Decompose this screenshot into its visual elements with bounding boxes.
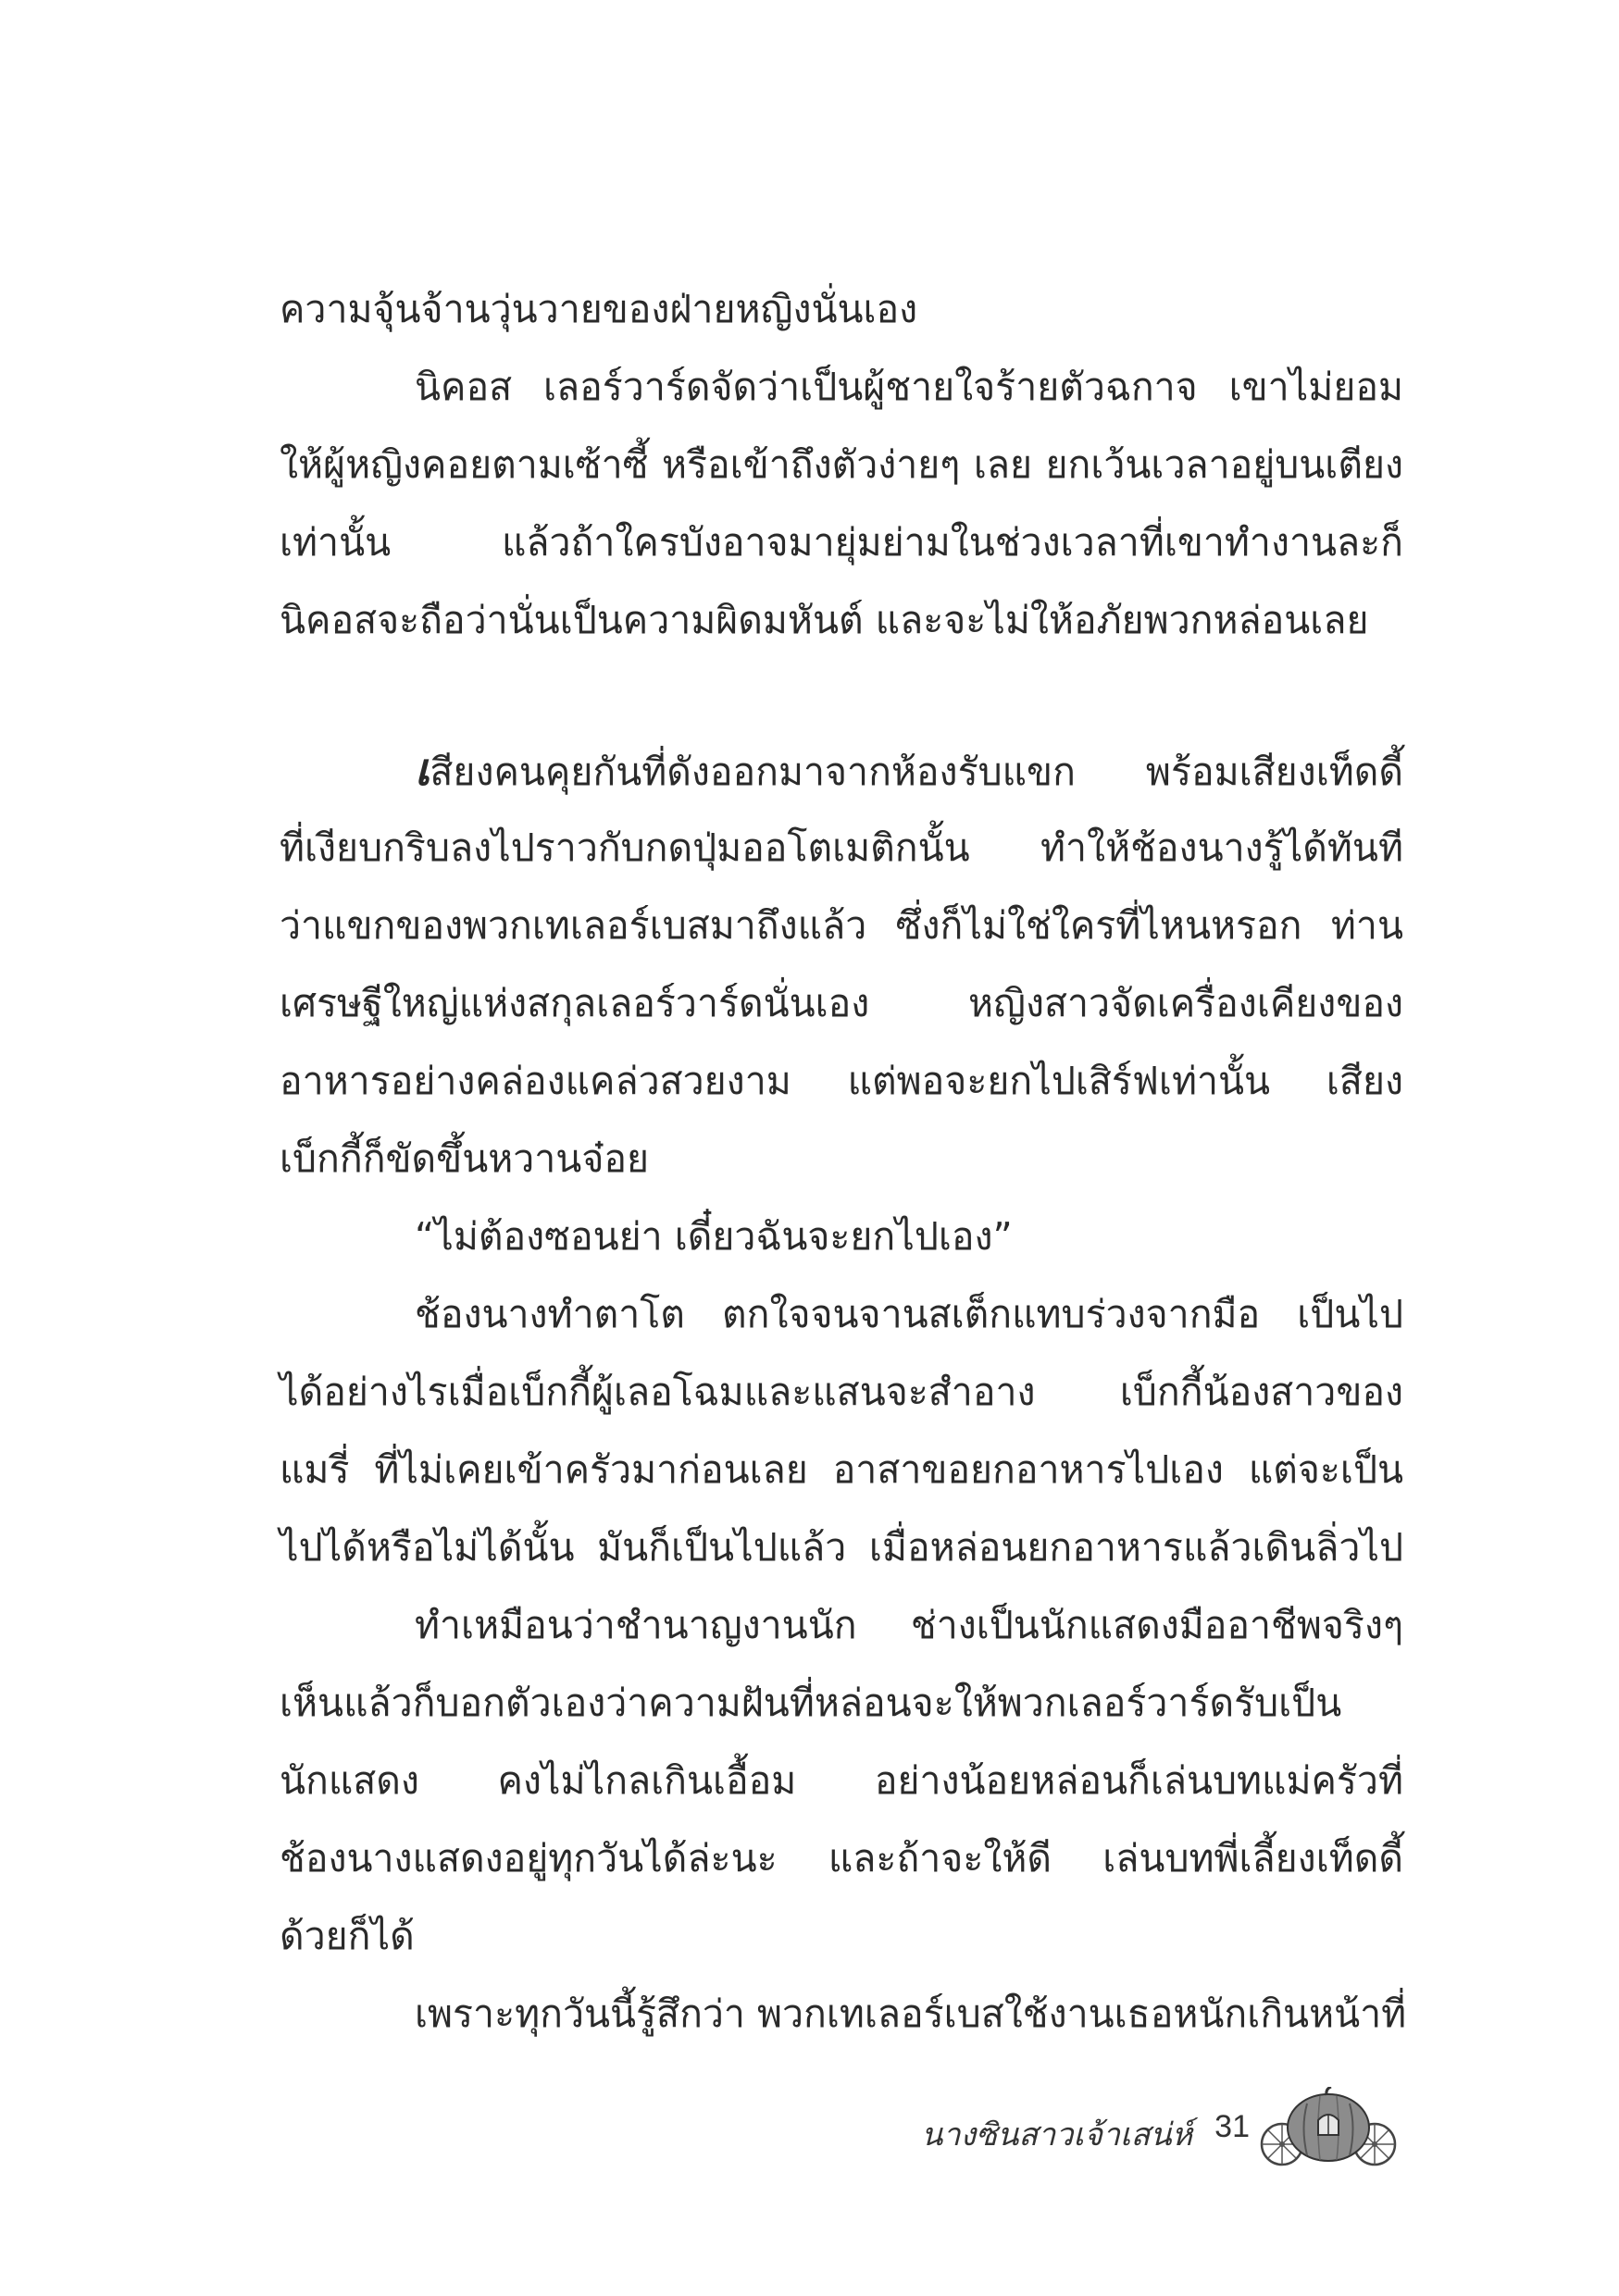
text-line: ทำเหมือนว่าชำนาญงานนัก ช่างเป็นนักแสดงมืออาชีพจริงๆ xyxy=(415,1603,1403,1647)
paragraph-block-2 xyxy=(280,731,1407,2053)
text-line-dropcap xyxy=(280,731,1403,809)
first-line-text: สียงคนคุยกันที่ดังออกมาจากห้องรับแขก พร้อมเสียงเท็ดดี้ xyxy=(430,750,1403,794)
text-line: นักแสดง คงไม่ไกลเกินเอื้อม อย่างน้อยหล่อนก็เล่นบทแม่ครัวที่ xyxy=(280,1758,1403,1803)
text-line: นิคอส เลอร์วาร์ดจัดว่าเป็นผู้ชายใจร้ายตัวฉกาจ เขาไม่ยอม xyxy=(415,365,1403,409)
text-line: ว่าแขกของพวกเทเลอร์เบสมาถึงแล้ว ซึ่งก็ไม่ใช่ใครที่ไหนหรอก ท่าน xyxy=(280,903,1403,948)
text-line: อาหารอย่างคล่องแคล่วสวยงาม แต่พอจะยกไปเสิร์ฟเท่านั้น เสียง xyxy=(280,1059,1403,1103)
text-line: เศรษฐีใหญ่แห่งสกุลเลอร์วาร์ดนั่นเอง หญิงสาวจัดเครื่องเคียงของ xyxy=(280,981,1403,1025)
text-line: ด้วยก็ได้ xyxy=(280,1914,415,1958)
text-line: เบ็กกี้ก็ขัดขึ้นหวานจ๋อย xyxy=(280,1136,649,1181)
text-line: ช้องนางทำตาโต ตกใจจนจานสเต็กแทบร่วงจากมือ เป็นไป xyxy=(415,1292,1403,1336)
drop-cap: เ xyxy=(415,744,430,796)
text-line: ความจุ้นจ้านวุ่นวายของฝ่ายหญิงนั่นเอง xyxy=(280,287,918,331)
page-number: 31 xyxy=(1214,2109,1250,2144)
text-line: ไปได้หรือไม่ได้นั้น มันก็เป็นไปแล้ว เมื่อหล่อนยกอาหารแล้วเดินลิ่วไป xyxy=(280,1525,1403,1570)
pumpkin-carriage-icon xyxy=(1259,2087,1398,2170)
text-line: ที่เงียบกริบลงไปราวกับกดปุ่มออโตเมติกนั้น ทำให้ช้องนางรู้ได้ทันที xyxy=(280,825,1403,870)
text-line: ช้องนางแสดงอยู่ทุกวันได้ล่ะนะ และถ้าจะให้ดี เล่นบทพี่เลี้ยงเท็ดดี้ xyxy=(280,1836,1403,1880)
text-line: ให้ผู้หญิงคอยตามเซ้าซี้ หรือเข้าถึงตัวง่ายๆ เลย ยกเว้นเวลาอยู่บนเตียง xyxy=(280,442,1403,487)
text-line: ได้อย่างไรเมื่อเบ็กกี้ผู้เลอโฉมและแสนจะสำอาง เบ็กกี้น้องสาวของ xyxy=(280,1370,1403,1414)
text-line: เพราะทุกวันนี้รู้สึกว่า พวกเทเลอร์เบสใช้งานเธอหนักเกินหน้าที่ xyxy=(415,1992,1407,2036)
text-line: เห็นแล้วก็บอกตัวเองว่าความฝันที่หล่อนจะให้พวกเลอร์วาร์ดรับเป็น xyxy=(280,1681,1342,1725)
page-footer xyxy=(921,2087,1407,2170)
text-line: เท่านั้น แล้วถ้าใครบังอาจมายุ่มย่ามในช่วงเวลาที่เขาทำงานละก็ xyxy=(280,520,1403,565)
book-title: นางซินสาวเจ้าเสน่ห์ xyxy=(921,2116,1192,2153)
dialogue-line: “ไม่ต้องซอนย่า เดี๋ยวฉันจะยกไปเอง” xyxy=(415,1214,1013,1259)
text-line: นิคอสจะถือว่านั่นเป็นความผิดมหันต์ และจะไม่ให้อภัยพวกหล่อนเลย xyxy=(280,598,1369,642)
text-line: แมรี่ ที่ไม่เคยเข้าครัวมาก่อนเลย อาสาขอยกอาหารไปเอง แต่จะเป็น xyxy=(280,1447,1403,1492)
paragraph-block-1 xyxy=(280,270,1403,659)
